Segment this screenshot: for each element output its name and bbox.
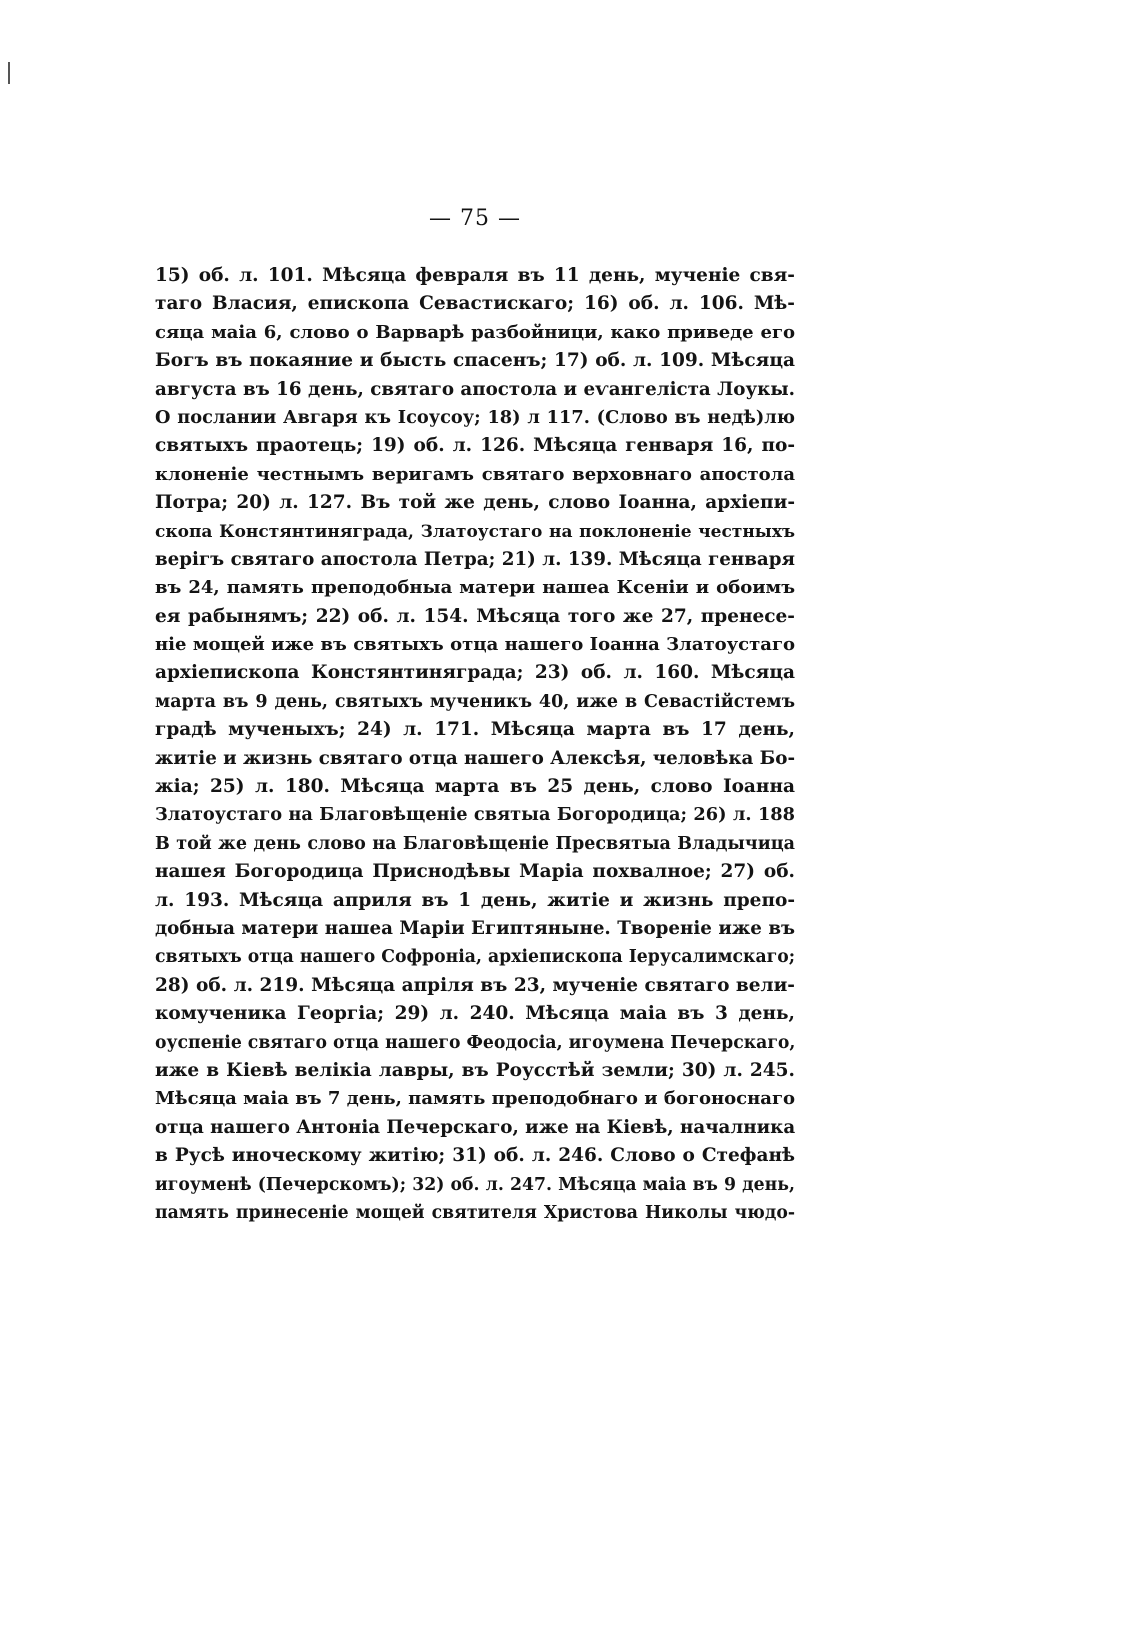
text-line: 28) об. л. 219. Мѣсяца апріля въ 23, мученіе святаго вели- [155,974,795,996]
text-line: 15) об. л. 101. Мѣсяца феврaля въ 11 день, мученіе свя- [155,265,795,286]
page-number: — 75 — [429,206,521,231]
scan-edge-mark [8,62,10,84]
text-line: нашея Богородица Приснодѣвы Маріа похвалное; 27) об. [155,861,795,883]
text-line: В той же день слово на Благовѣщеніе Пресвятыа Владычица [155,833,795,854]
text-line: л. 193. Мѣсяца априля въ 1 день, житіе и жизнь препо- [155,889,795,911]
text-line: жіа; 25) л. 180. Мѣсяца марта въ 25 день, слово Іоанна [155,776,795,798]
text-line: клоненіе честнымъ веригамъ святаго верховнаго апостола [155,463,795,485]
text-line: Мѣсяца маіа въ 7 день, память преподобнаго и богоноснаго [155,1088,795,1110]
text-line: святыхъ праотець; 19) об. л. 126. Мѣсяца генваря 16, по- [155,435,795,457]
text-line: оуспеніе святаго отца нашего Феодосіа, игоумена Печерскаго, [155,1032,795,1053]
text-line: въ 24, память преподобныа матери нашеа Ксеніи и обоимъ [155,577,795,599]
text-line: Златоустаго на Благовѣщеніе святыа Богородица; 26) л. 188 [155,804,795,826]
text-line: игоуменѣ (Печерскомъ); 32) об. л. 247. Мѣсяца маіа въ 9 день, [155,1174,795,1195]
text-line: житіе и жизнь святаго отца нашего Алексѣя, человѣка Бо- [155,747,795,769]
text-line: комученика Георгіа; 29) л. 240. Мѣсяца маіа въ 3 день, [155,1003,795,1025]
text-line: в Русѣ иноческому житію; 31) об. л. 246. Слово о Стефанѣ [155,1145,795,1167]
text-line: отца нашего Антоніа Печерскаго, иже на Кіевѣ, началника [155,1116,795,1138]
text-line: иже в Кіевѣ велікіа лавры, въ Роусстѣй земли; 30) л. 245. [155,1059,795,1081]
text-line: ея рабынямъ; 22) об. л. 154. Мѣсяца того же 27, пренесе- [155,605,795,627]
text-line: скопа Констянтиняграда, Златоустаго на поклоненіе честныхъ [155,521,795,542]
text-line: архіепископа Констянтиняграда; 23) об. л. 160. Мѣсяца [155,662,795,684]
text-line: добныа матери нашеа Маріи Египтяныне. Твореніе иже въ [155,917,795,939]
text-line: Богъ въ покаяние и бысть спасенъ; 17) об. л. 109. Мѣсяца [155,350,795,372]
text-line: Потра; 20) л. 127. Въ той же день, слово Іоанна, архіепи- [155,492,795,514]
body-text [155,262,795,1227]
text-line: марта въ 9 день, святыхъ мученикъ 40, иже в Севастійстемъ [155,691,795,712]
text-line: святыхъ отца нашего Софроніа, архіепископа Іерусалимскаго; [155,947,795,968]
text-line: О послании Авгаря къ Ісоусоу; 18) л 117. (Слово въ недѣ)лю [155,406,795,428]
text-line: градѣ мученыхъ; 24) л. 171. Мѣсяца марта въ 17 день, [155,719,795,741]
text-line: ніе мощей иже въ святыхъ отца нашего Іоанна Златоустаго [155,634,795,656]
text-line: таго Власия, епископа Севастискаго; 16) об. л. 106. Мѣ- [155,293,795,315]
text-line: память принесеніе мощей святителя Христова Николы чюдо- [155,1202,795,1223]
text-line: августа въ 16 день, святаго апостола и еѵангеліста Лоукы. [155,378,795,400]
text-line: сяца маіа 6, слово о Варварѣ разбойници, како приведе его [155,321,795,343]
text-line: верігъ святаго апостола Петра; 21) л. 139. Мѣсяца генваря [155,548,795,570]
